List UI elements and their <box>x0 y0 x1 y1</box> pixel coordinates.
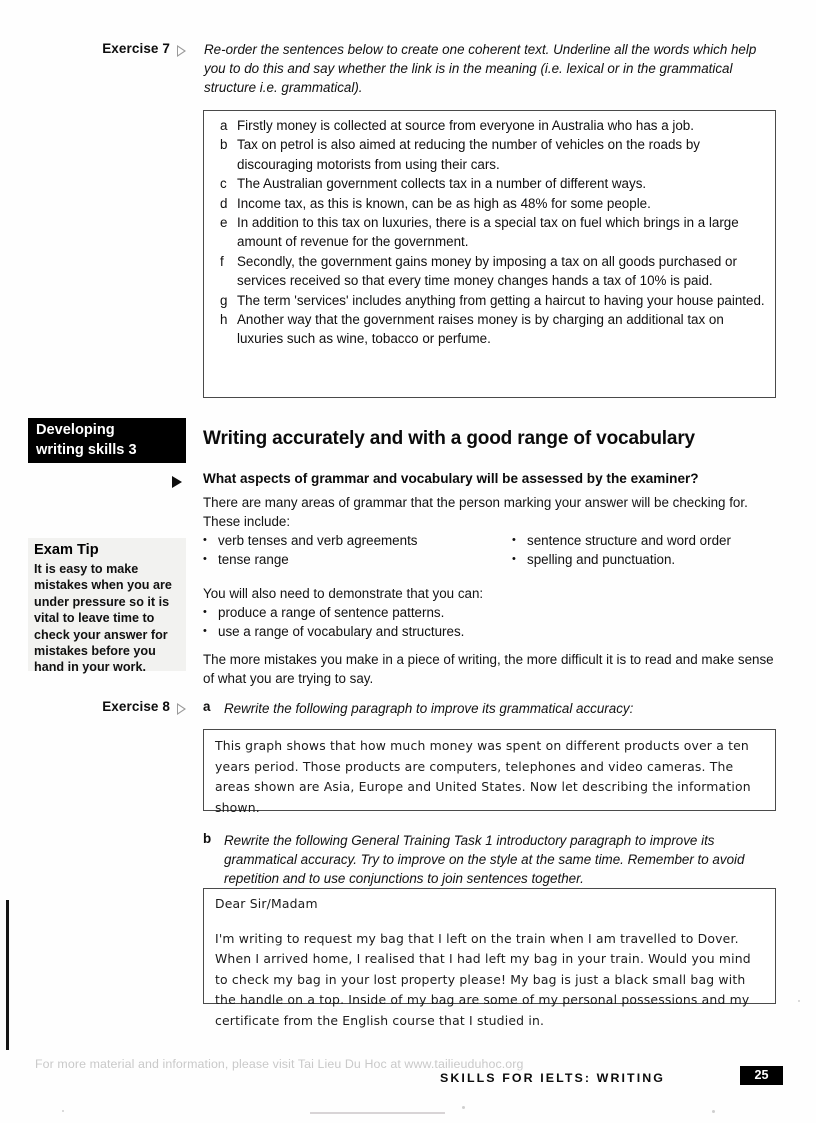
bullet-list-second <box>203 603 663 642</box>
letter-spacer <box>215 915 763 929</box>
solid-triangle-icon <box>172 476 182 488</box>
list-item-text: Secondly, the government gains money by imposing a tax on all goods purchased or services received so that every time money changes hands a tax of 10% is paid. <box>237 253 737 289</box>
list-item-text: Income tax, as this is known, can be as high as 48% for some people. <box>237 195 651 211</box>
exercise-8-part-a-marker: a <box>203 699 211 714</box>
list-item-marker: h <box>220 312 228 328</box>
list-item-text: spelling and punctuation. <box>527 552 676 568</box>
bullet-list-left <box>203 531 493 570</box>
section-banner-line-2: writing skills 3 <box>36 441 137 458</box>
exercise-8-label: Exercise 8 <box>102 699 170 714</box>
letter-body: I'm writing to request my bag that I left on the train when I am travelled to Dover. When I arrived home, I realised that I had left my bag in your train. Would you mind to check my bag in your lost property please! My bag is just a black small bag with the handle on a top. Inside of my bag are some of my personal possessions and my certificate from the English course that I studied in. <box>215 930 751 1028</box>
list-item-text: The term 'services' includes anything from getting a haircut to having your house painted. <box>237 292 765 308</box>
list-item <box>220 135 765 174</box>
list-item-text: Firstly money is collected at source from everyone in Australia who has a job. <box>237 118 694 133</box>
exercise-7-instruction: Re-order the sentences below to create one coherent text. Underline all the words which help you to do this and say whether the link is in the meaning (i.e. lexical or in the grammatical structure i.e. grammatical). <box>204 42 757 96</box>
section-banner-line-1: Developing <box>36 422 115 438</box>
list-item-text: Tax on petrol is also aimed at reducing the number of vehicles on the roads by discouraging motorists from using their cars. <box>237 137 700 172</box>
list-item-text: produce a range of sentence patterns. <box>218 605 445 620</box>
list-item-marker: g <box>220 292 228 308</box>
hollow-triangle-icon <box>177 45 186 57</box>
list-item <box>220 213 765 252</box>
page-title: Writing accurately and with a good range of vocabulary <box>203 428 695 449</box>
list-item <box>203 550 493 569</box>
list-item <box>220 291 765 310</box>
bullet-icon: • <box>203 534 207 546</box>
hollow-triangle-icon <box>177 703 186 715</box>
exam-tip-body: It is easy to make mistakes when you are under pressure so it is vital to leave time to check your answer for mistakes before you hand in your work. <box>34 562 172 675</box>
list-item <box>203 531 493 550</box>
scan-artifact-dot <box>798 1000 800 1002</box>
bullet-icon: • <box>512 534 516 546</box>
scan-artifact-left-bar <box>6 900 9 1050</box>
bullet-icon: • <box>512 553 516 566</box>
list-item-text: In addition to this tax on luxuries, there is a special tax on fuel which brings in a large amount of revenue for the government. <box>237 215 739 250</box>
exercise-7-label: Exercise 7 <box>102 41 170 56</box>
page-number-badge: 25 <box>740 1066 783 1085</box>
exercise-7-sentence-list <box>220 116 765 349</box>
section-question: What aspects of grammar and vocabulary will be assessed by the examiner? <box>203 471 699 486</box>
list-item <box>220 194 765 213</box>
list-item <box>220 116 765 135</box>
list-item-marker: c <box>220 176 227 192</box>
handwriting-text: This graph shows that how much money was spent on different products over a ten years period. Those products are computers, telephones and video cameras. The areas shown are Asia, Europe and United States. Now let describing the information shown. <box>215 738 751 815</box>
footer-watermark: For more material and information, please visit Tai Lieu Du Hoc at www.tailieuduhoc.org <box>35 1057 524 1071</box>
section-closing-paragraph: The more mistakes you make in a piece of writing, the more difficult it is to read and make sense of what you are trying to say. <box>203 652 774 687</box>
section-second-intro: You will also need to demonstrate that you can: <box>203 586 484 601</box>
exercise-8-part-a-handwriting <box>215 736 765 818</box>
list-item-marker: a <box>220 118 228 133</box>
bullet-icon: • <box>203 625 207 638</box>
list-item <box>203 603 663 622</box>
footer-title: SKILLS FOR IELTS: WRITING <box>440 1071 666 1085</box>
list-item-text: tense range <box>218 552 289 568</box>
list-item <box>203 622 663 641</box>
list-item <box>512 531 802 550</box>
exercise-8-part-b-marker: b <box>203 831 212 846</box>
exercise-8-part-a-instruction: Rewrite the following paragraph to improve its grammatical accuracy: <box>224 701 634 716</box>
list-item-text: use a range of vocabulary and structures. <box>218 624 465 640</box>
list-item-text: sentence structure and word order <box>527 533 731 548</box>
scan-artifact-bottom-line <box>310 1112 445 1114</box>
scan-artifact-dot <box>712 1110 715 1113</box>
list-item-text: Another way that the government raises money is by charging an additional tax on luxuries such as wine, tobacco or perfume. <box>237 312 724 347</box>
list-item <box>220 310 765 349</box>
list-item-text: verb tenses and verb agreements <box>218 533 418 548</box>
bullet-list-right <box>512 531 802 570</box>
list-item <box>512 550 802 569</box>
list-item-marker: f <box>220 253 224 269</box>
section-intro-paragraph: There are many areas of grammar that the person marking your answer will be checking for. These include: <box>203 495 748 530</box>
bullet-icon: • <box>203 606 207 618</box>
scan-artifact-dot <box>462 1106 465 1109</box>
list-item-marker: d <box>220 195 228 211</box>
scan-artifact-dot <box>62 1110 64 1112</box>
list-item <box>220 174 765 193</box>
list-item-marker: e <box>220 215 228 231</box>
exercise-8-part-b-instruction: Rewrite the following General Training Task 1 introductory paragraph to improve its grammatical accuracy. Try to improve on the style at the same time. Remember to avoid repetition and to use conjunctions to join sentences together. <box>224 833 745 887</box>
exam-tip-title: Exam Tip <box>34 542 99 558</box>
section-banner <box>28 418 186 463</box>
list-item-marker: b <box>220 137 228 153</box>
list-item <box>220 252 765 291</box>
exercise-8-part-b-handwriting <box>215 894 763 1032</box>
exam-tip-box <box>28 538 186 675</box>
bullet-icon: • <box>203 553 207 566</box>
letter-salutation: Dear Sir/Madam <box>215 896 318 911</box>
list-item-text: The Australian government collects tax in a number of different ways. <box>237 176 647 192</box>
